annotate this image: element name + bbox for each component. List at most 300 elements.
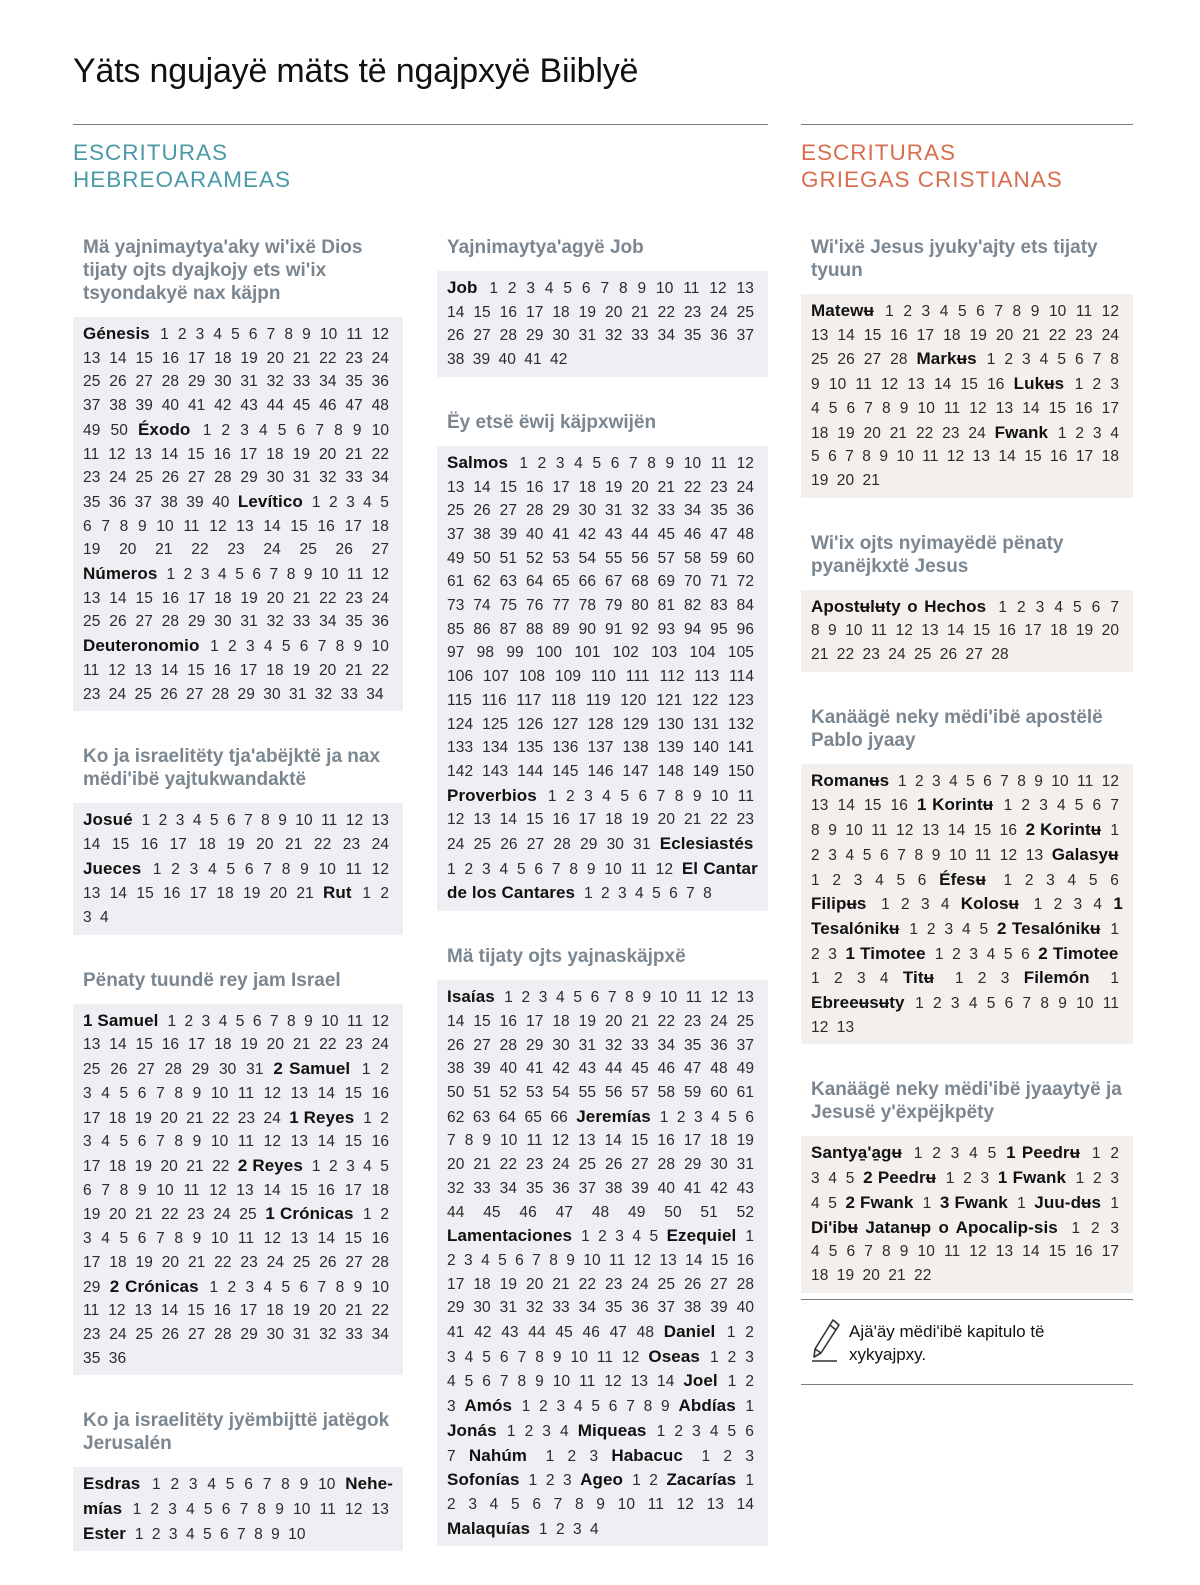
chapter-number[interactable]: 10	[156, 517, 174, 535]
chapter-number[interactable]: 9	[192, 1230, 202, 1248]
chapter-number[interactable]: 2	[600, 885, 610, 903]
chapter-number[interactable]: 107	[482, 668, 510, 686]
chapter-number[interactable]: 76	[525, 597, 544, 615]
chapter-number[interactable]: 47	[710, 525, 728, 543]
chapter-number[interactable]: 148	[657, 762, 684, 780]
chapter-number[interactable]: 5	[482, 1348, 492, 1366]
chapter-number[interactable]: 1	[209, 1278, 219, 1296]
chapter-number[interactable]: 35	[83, 493, 101, 511]
chapter-number[interactable]: 1	[1003, 871, 1013, 889]
chapter-number[interactable]: 69	[657, 573, 676, 591]
chapter-number[interactable]: 28	[161, 373, 180, 391]
chapter-number[interactable]: 23	[942, 424, 960, 442]
chapter-number[interactable]: 25	[83, 373, 101, 391]
chapter-number[interactable]: 31	[604, 502, 623, 520]
chapter-number[interactable]: 5	[1074, 797, 1084, 815]
chapter-number[interactable]: 5	[987, 1145, 997, 1163]
chapter-number[interactable]: 5	[986, 995, 996, 1013]
chapter-number[interactable]: 11	[237, 1133, 255, 1151]
chapter-number[interactable]: 2	[380, 885, 390, 903]
chapter-number[interactable]: 24	[109, 1325, 127, 1343]
chapter-number[interactable]: 2	[447, 1251, 456, 1269]
chapter-number[interactable]: 32	[319, 1325, 337, 1343]
chapter-number[interactable]: 2	[1021, 797, 1031, 815]
chapter-number[interactable]: 9	[299, 1476, 309, 1494]
chapter-number[interactable]: 2	[1004, 351, 1014, 369]
chapter-number[interactable]: 13	[921, 622, 939, 640]
chapter-number[interactable]: 39	[473, 1060, 491, 1078]
chapter-number[interactable]: 63	[472, 1108, 491, 1126]
chapter-number[interactable]: 3	[1022, 351, 1031, 369]
chapter-number[interactable]: 4	[186, 1501, 195, 1519]
chapter-number[interactable]: 1	[538, 1520, 548, 1538]
chapter-number[interactable]: 19	[631, 811, 649, 829]
chapter-number[interactable]: 9	[642, 989, 652, 1007]
chapter-number[interactable]: 44	[604, 1060, 623, 1078]
chapter-number[interactable]: 13	[630, 1373, 649, 1391]
chapter-number[interactable]: 21	[292, 349, 311, 367]
chapter-number[interactable]: 13	[290, 1230, 309, 1248]
chapter-number[interactable]: 13	[736, 989, 755, 1007]
chapter-number[interactable]: 18	[108, 1109, 127, 1127]
chapter-number[interactable]: 2	[328, 493, 338, 511]
chapter-number[interactable]: 51	[499, 549, 518, 567]
chapter-number[interactable]: 10	[845, 622, 863, 640]
chapter-number[interactable]: 28	[553, 836, 571, 854]
chapter-number[interactable]: 15	[960, 376, 978, 394]
chapter-number[interactable]: 25	[239, 1206, 257, 1224]
chapter-number[interactable]: 14	[263, 517, 281, 535]
chapter-number[interactable]: 2	[507, 280, 517, 297]
chapter-number[interactable]: 10	[318, 1476, 336, 1494]
chapter-number[interactable]: 58	[683, 549, 702, 567]
chapter-number[interactable]: 33	[631, 1036, 649, 1054]
chapter-number[interactable]: 4	[711, 1108, 720, 1126]
chapter-number[interactable]: 147	[622, 762, 649, 780]
chapter-number[interactable]: 30	[578, 502, 597, 520]
chapter-number[interactable]: 10	[1076, 995, 1094, 1013]
chapter-number[interactable]: 33	[292, 373, 311, 391]
chapter-number[interactable]: 64	[525, 573, 544, 591]
chapter-number[interactable]: 3	[589, 1447, 599, 1465]
chapter-number[interactable]: 1	[745, 1398, 755, 1416]
chapter-number[interactable]: 7	[156, 1133, 165, 1151]
chapter-number[interactable]: 14	[604, 1132, 622, 1150]
chapter-number[interactable]: 4	[635, 885, 644, 903]
chapter-number[interactable]: 16	[499, 303, 518, 321]
chapter-number[interactable]: 2	[977, 970, 987, 988]
chapter-number[interactable]: 2	[901, 896, 910, 914]
chapter-number[interactable]: 10	[896, 448, 914, 466]
chapter-number[interactable]: 44	[266, 397, 285, 415]
chapter-number[interactable]: 7	[237, 1525, 246, 1543]
chapter-number[interactable]: 17	[187, 349, 206, 367]
chapter-number[interactable]: 7	[266, 326, 276, 343]
chapter-number[interactable]: 7	[553, 1495, 563, 1513]
chapter-number[interactable]: 5	[226, 860, 236, 878]
chapter-number[interactable]: 16	[1050, 448, 1068, 466]
chapter-number[interactable]: 9	[931, 846, 941, 864]
chapter-number[interactable]: 4	[481, 1251, 490, 1269]
chapter-number[interactable]: 4	[969, 1145, 978, 1163]
chapter-number[interactable]: 10	[318, 860, 336, 878]
chapter-number[interactable]: 7	[626, 1398, 635, 1416]
chapter-number[interactable]: 19	[1075, 622, 1094, 640]
chapter-number[interactable]: 35	[525, 1179, 544, 1197]
chapter-number[interactable]: 28	[657, 1156, 676, 1174]
chapter-number[interactable]: 42	[550, 351, 568, 369]
chapter-number[interactable]: 1	[1074, 376, 1084, 394]
chapter-number[interactable]: 6	[608, 1398, 618, 1416]
chapter-number[interactable]: 3	[538, 989, 548, 1007]
chapter-number[interactable]: 2	[545, 1472, 555, 1490]
chapter-number[interactable]: 31	[578, 1036, 597, 1054]
chapter-number[interactable]: 11	[346, 566, 364, 584]
chapter-number[interactable]: 11	[83, 445, 100, 463]
chapter-number[interactable]: 26	[161, 1325, 180, 1343]
chapter-number[interactable]: 8	[281, 1476, 290, 1494]
chapter-number[interactable]: 39	[186, 493, 204, 511]
chapter-number[interactable]: 3	[828, 945, 837, 963]
chapter-number[interactable]: 10	[604, 860, 622, 878]
chapter-number[interactable]: 28	[211, 685, 230, 703]
chapter-number[interactable]: 11	[83, 661, 100, 679]
chapter-number[interactable]: 9	[353, 1278, 363, 1296]
chapter-number[interactable]: 1	[504, 989, 513, 1007]
chapter-number[interactable]: 5	[828, 1194, 837, 1212]
chapter-number[interactable]: 27	[526, 836, 545, 854]
chapter-number[interactable]: 61	[736, 1083, 755, 1101]
chapter-number[interactable]: 1	[1110, 1194, 1120, 1212]
chapter-number[interactable]: 4	[949, 772, 958, 790]
chapter-number[interactable]: 3	[245, 638, 255, 656]
chapter-number[interactable]: 18	[604, 811, 623, 829]
chapter-number[interactable]: 9	[192, 1084, 202, 1102]
chapter-number[interactable]: 36	[108, 493, 127, 511]
chapter-number[interactable]: 1	[521, 1398, 531, 1416]
chapter-number[interactable]: 4	[632, 1228, 642, 1246]
chapter-number[interactable]: 12	[895, 622, 913, 640]
chapter-number[interactable]: 10	[321, 566, 339, 584]
chapter-number[interactable]: 2	[745, 1324, 755, 1342]
chapter-number[interactable]: 133	[447, 739, 474, 757]
chapter-number[interactable]: 6	[917, 871, 927, 889]
chapter-number[interactable]: 9	[586, 860, 596, 878]
chapter-number[interactable]: 4	[573, 1398, 583, 1416]
chapter-number[interactable]: 10	[917, 399, 935, 417]
chapter-number[interactable]: 13	[236, 517, 254, 535]
chapter-number[interactable]: 3	[526, 280, 536, 297]
chapter-number[interactable]: 17	[447, 1275, 465, 1293]
chapter-number[interactable]: 29	[83, 1278, 101, 1296]
chapter-number[interactable]: 68	[631, 573, 649, 591]
chapter-number[interactable]: 13	[578, 1132, 596, 1150]
chapter-number[interactable]: 14	[317, 1133, 336, 1151]
chapter-number[interactable]: 25	[135, 469, 153, 487]
chapter-number[interactable]: 11	[526, 1132, 543, 1150]
chapter-number[interactable]: 26	[604, 1156, 623, 1174]
chapter-number[interactable]: 13	[236, 1181, 254, 1199]
chapter-number[interactable]: 4	[263, 1278, 273, 1296]
chapter-number[interactable]: 8	[334, 421, 343, 439]
chapter-number[interactable]: 8	[119, 1181, 129, 1199]
chapter-number[interactable]: 2	[674, 1422, 684, 1440]
chapter-number[interactable]: 49	[83, 421, 101, 439]
chapter-number[interactable]: 79	[604, 597, 623, 615]
chapter-number[interactable]: 18	[710, 1132, 728, 1150]
chapter-number[interactable]: 72	[736, 573, 755, 591]
chapter-number[interactable]: 37	[83, 397, 101, 415]
chapter-number[interactable]: 8	[174, 1133, 184, 1151]
chapter-number[interactable]: 2	[811, 846, 820, 864]
chapter-number[interactable]: 3	[692, 1422, 701, 1440]
chapter-number[interactable]: 31	[240, 613, 258, 631]
chapter-number[interactable]: 4	[811, 399, 820, 417]
chapter-number[interactable]: 6	[515, 1251, 524, 1269]
chapter-number[interactable]: 1	[202, 421, 212, 439]
chapter-number[interactable]: 2	[328, 1157, 338, 1175]
chapter-number[interactable]: 6	[1004, 995, 1014, 1013]
chapter-number[interactable]: 15	[973, 822, 992, 840]
chapter-number[interactable]: 21	[345, 1302, 363, 1320]
chapter-number[interactable]: 11	[855, 376, 872, 394]
chapter-number[interactable]: 26	[473, 502, 491, 520]
chapter-number[interactable]: 3	[201, 1012, 211, 1030]
chapter-number[interactable]: 15	[111, 835, 130, 853]
chapter-number[interactable]: 138	[622, 739, 649, 757]
chapter-number[interactable]: 14	[947, 622, 965, 640]
chapter-number[interactable]: 20	[318, 445, 337, 463]
chapter-number[interactable]: 42	[474, 1324, 492, 1342]
chapter-number[interactable]: 10	[210, 1084, 229, 1102]
chapter-number[interactable]: 18	[198, 835, 216, 853]
chapter-number[interactable]: 3	[1110, 1170, 1120, 1188]
chapter-number[interactable]: 6	[534, 860, 544, 878]
chapter-number[interactable]: 19	[836, 1266, 855, 1284]
chapter-number[interactable]: 27	[135, 613, 153, 631]
chapter-number[interactable]: 4	[556, 989, 565, 1007]
chapter-number[interactable]: 31	[633, 836, 651, 854]
chapter-number[interactable]: 19	[134, 1109, 153, 1127]
chapter-number[interactable]: 134	[482, 739, 509, 757]
chapter-number[interactable]: 1	[659, 1108, 669, 1126]
chapter-number[interactable]: 1	[897, 772, 907, 790]
chapter-number[interactable]: 1	[1057, 424, 1067, 442]
chapter-number[interactable]: 64	[498, 1108, 517, 1126]
chapter-number[interactable]: 2	[833, 970, 843, 988]
chapter-number[interactable]: 2	[567, 1447, 577, 1465]
chapter-number[interactable]: 4	[213, 326, 223, 343]
chapter-number[interactable]: 37	[134, 493, 153, 511]
chapter-number[interactable]: 33	[345, 469, 363, 487]
chapter-number[interactable]: 4	[101, 1230, 110, 1248]
chapter-number[interactable]: 28	[525, 502, 544, 520]
chapter-number[interactable]: 6	[846, 399, 856, 417]
chapter-number[interactable]: 6	[252, 566, 262, 584]
chapter-number[interactable]: 15	[1048, 1243, 1067, 1261]
chapter-number[interactable]: 115	[447, 691, 473, 709]
chapter-number[interactable]: 52	[736, 1203, 755, 1221]
chapter-number[interactable]: 40	[736, 1299, 755, 1317]
chapter-number[interactable]: 10	[583, 1251, 601, 1269]
chapter-number[interactable]: 28	[164, 1061, 183, 1079]
chapter-number[interactable]: 25	[473, 836, 492, 854]
chapter-number[interactable]: 7	[897, 846, 906, 864]
chapter-number[interactable]: 4	[590, 1520, 599, 1538]
chapter-number[interactable]: 19	[83, 1206, 101, 1224]
chapter-number[interactable]: 7	[315, 421, 325, 439]
chapter-number[interactable]: 7	[864, 399, 873, 417]
chapter-number[interactable]: 17	[1101, 399, 1120, 417]
chapter-number[interactable]: 114	[729, 668, 755, 686]
chapter-number[interactable]: 23	[683, 303, 702, 321]
chapter-number[interactable]: 30	[266, 469, 285, 487]
chapter-number[interactable]: 5	[225, 1476, 235, 1494]
chapter-number[interactable]: 11	[321, 812, 338, 830]
chapter-number[interactable]: 19	[499, 1275, 518, 1293]
chapter-number[interactable]: 7	[447, 1447, 456, 1465]
chapter-number[interactable]: 6	[828, 448, 837, 466]
chapter-number[interactable]: 15	[135, 589, 153, 607]
chapter-number[interactable]: 29	[191, 1061, 210, 1079]
chapter-number[interactable]: 7	[101, 517, 111, 535]
chapter-number[interactable]: 24	[1101, 326, 1120, 344]
chapter-number[interactable]: 22	[313, 835, 332, 853]
chapter-number[interactable]: 3	[944, 920, 954, 938]
chapter-number[interactable]: 2	[926, 920, 936, 938]
chapter-number[interactable]: 24	[968, 424, 986, 442]
chapter-number[interactable]: 4	[185, 1525, 195, 1543]
chapter-number[interactable]: 26	[319, 1253, 337, 1271]
chapter-number[interactable]: 13	[134, 661, 152, 679]
chapter-number[interactable]: 2	[170, 1476, 180, 1494]
chapter-number[interactable]: 2	[184, 1012, 194, 1030]
chapter-number[interactable]: 16	[657, 1132, 675, 1150]
chapter-number[interactable]: 65	[524, 1108, 542, 1126]
chapter-number[interactable]: 1	[167, 1012, 177, 1030]
chapter-number[interactable]: 20	[604, 303, 623, 321]
chapter-number[interactable]: 1	[745, 1228, 755, 1246]
chapter-number[interactable]: 22	[657, 303, 676, 321]
chapter-number[interactable]: 31	[499, 1299, 518, 1317]
chapter-number[interactable]: 100	[535, 644, 563, 662]
chapter-number[interactable]: 1	[311, 1157, 321, 1175]
chapter-number[interactable]: 11	[1077, 772, 1094, 790]
chapter-number[interactable]: 20	[266, 589, 285, 607]
chapter-number[interactable]: 4	[489, 1495, 499, 1513]
chapter-number[interactable]: 4	[875, 871, 884, 889]
chapter-number[interactable]: 35	[683, 1036, 702, 1054]
chapter-number[interactable]: 15	[499, 478, 518, 496]
chapter-number[interactable]: 21	[292, 589, 311, 607]
chapter-number[interactable]: 1	[915, 995, 924, 1013]
chapter-number[interactable]: 1	[811, 871, 820, 889]
chapter-number[interactable]: 24	[108, 685, 127, 703]
chapter-number[interactable]: 18	[552, 303, 570, 321]
chapter-number[interactable]: 10	[845, 822, 863, 840]
chapter-number[interactable]: 7	[607, 989, 617, 1007]
chapter-number[interactable]: 1	[727, 1373, 737, 1391]
chapter-number[interactable]: 56	[604, 1083, 623, 1101]
chapter-number[interactable]: 60	[736, 549, 755, 567]
chapter-number[interactable]: 46	[657, 1060, 676, 1078]
chapter-number[interactable]: 6	[83, 1181, 92, 1199]
chapter-number[interactable]: 16	[163, 885, 181, 903]
chapter-number[interactable]: 18	[109, 1253, 127, 1271]
chapter-number[interactable]: 1	[1075, 1170, 1085, 1188]
chapter-number[interactable]: 14	[317, 1230, 336, 1248]
chapter-number[interactable]: 13	[995, 1243, 1014, 1261]
chapter-number[interactable]: 25	[292, 1253, 311, 1271]
chapter-number[interactable]: 3	[200, 566, 210, 584]
chapter-number[interactable]: 9	[304, 1012, 313, 1030]
chapter-number[interactable]: 33	[340, 685, 358, 703]
chapter-number[interactable]: 15	[630, 1132, 649, 1150]
chapter-number[interactable]: 24	[631, 1275, 649, 1293]
chapter-number[interactable]: 11	[83, 1302, 100, 1320]
chapter-number[interactable]: 62	[447, 1108, 465, 1126]
chapter-number[interactable]: 3	[950, 1145, 960, 1163]
chapter-number[interactable]: 30	[266, 1325, 285, 1343]
chapter-number[interactable]: 9	[137, 517, 147, 535]
chapter-number[interactable]: 39	[631, 1179, 649, 1197]
chapter-number[interactable]: 11	[647, 1495, 664, 1513]
chapter-number[interactable]: 19	[578, 303, 597, 321]
chapter-number[interactable]: 27	[473, 327, 491, 345]
chapter-number[interactable]: 5	[235, 1012, 245, 1030]
chapter-number[interactable]: 6	[226, 812, 236, 830]
chapter-number[interactable]: 21	[657, 478, 676, 496]
chapter-number[interactable]: 16	[317, 1181, 335, 1199]
chapter-number[interactable]: 4	[968, 995, 978, 1013]
chapter-number[interactable]: 34	[319, 373, 337, 391]
chapter-number[interactable]: 15	[344, 1084, 363, 1102]
chapter-number[interactable]: 57	[631, 1083, 649, 1101]
chapter-number[interactable]: 20	[631, 478, 649, 496]
chapter-number[interactable]: 20	[161, 1253, 180, 1271]
chapter-number[interactable]: 12	[896, 822, 914, 840]
chapter-number[interactable]: 4	[1054, 598, 1064, 616]
chapter-number[interactable]: 23	[345, 349, 363, 367]
chapter-number[interactable]: 2	[952, 945, 961, 963]
chapter-number[interactable]: 18	[578, 478, 597, 496]
chapter-number[interactable]: 32	[319, 469, 337, 487]
chapter-number[interactable]: 2	[811, 945, 820, 963]
chapter-number[interactable]: 2	[1075, 424, 1085, 442]
chapter-number[interactable]: 4	[447, 1373, 456, 1391]
chapter-number[interactable]: 9	[192, 1133, 202, 1151]
chapter-number[interactable]: 35	[710, 502, 728, 520]
chapter-number[interactable]: 15	[1048, 399, 1067, 417]
chapter-number[interactable]: 11	[683, 280, 700, 297]
chapter-number[interactable]: 16	[998, 622, 1016, 640]
chapter-number[interactable]: 11	[943, 1243, 961, 1261]
chapter-number[interactable]: 11	[345, 860, 362, 878]
chapter-number[interactable]: 45	[555, 1324, 573, 1342]
chapter-number[interactable]: 1	[166, 566, 176, 584]
chapter-number[interactable]: 12	[209, 1181, 227, 1199]
chapter-number[interactable]: 3	[168, 1501, 177, 1519]
chapter-number[interactable]: 18	[1101, 448, 1120, 466]
chapter-number[interactable]: 21	[296, 885, 314, 903]
chapter-number[interactable]: 18	[473, 1275, 491, 1293]
chapter-number[interactable]: 17	[683, 1132, 702, 1150]
chapter-number[interactable]: 5	[281, 638, 291, 656]
chapter-number[interactable]: 6	[638, 787, 648, 805]
chapter-number[interactable]: 7	[269, 566, 279, 584]
chapter-number[interactable]: 4	[101, 1084, 110, 1102]
chapter-number[interactable]: 3	[745, 1348, 755, 1366]
